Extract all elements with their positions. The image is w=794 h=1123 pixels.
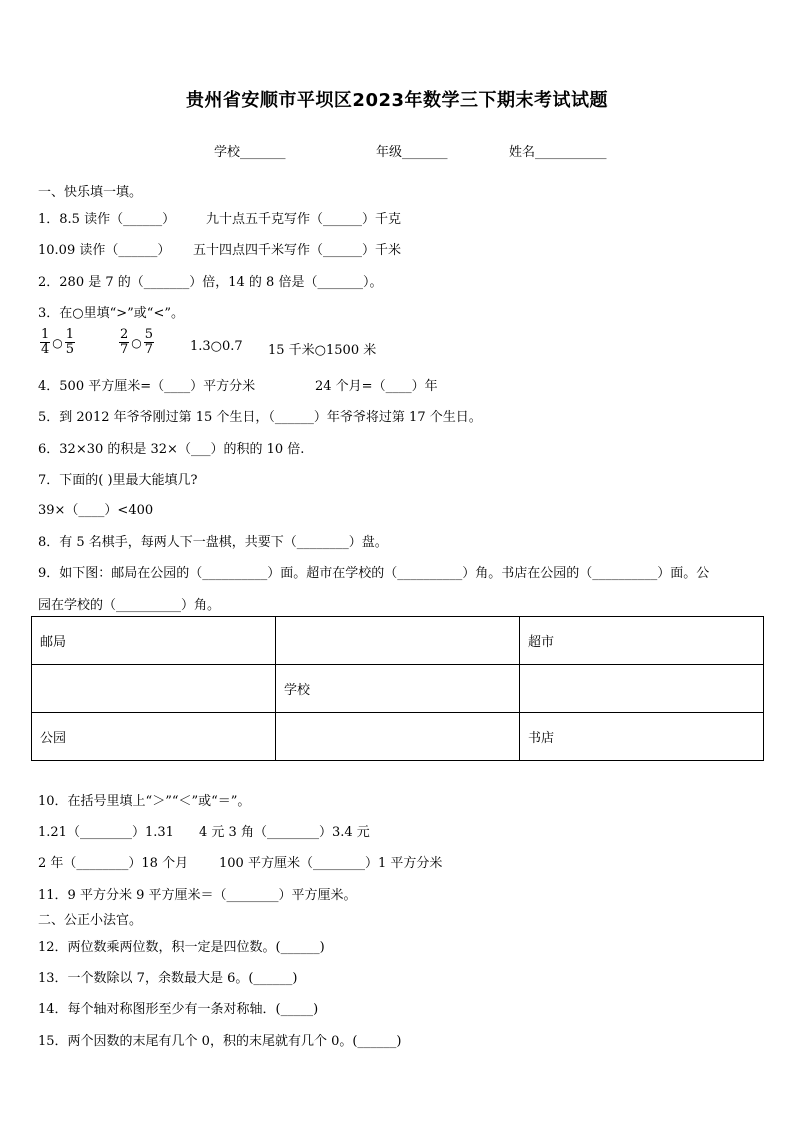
page-title: 贵州省安顺市平坝区2023年数学三下期末考试试题 [185,90,609,111]
question-15: 15．两个因数的末尾有几个 0，积的末尾就有几个 0。(______) [38,1034,402,1049]
question-2: 2．280 是 7 的（_______）倍，14 的 8 倍是（_______）。 [38,275,383,290]
question-1-part-c: 10.09 读作（______） [38,243,171,258]
table-cell: 超市 [520,617,764,665]
table-cell [32,665,276,713]
fraction [119,328,129,357]
fraction [144,328,154,357]
table-row [32,713,764,761]
question-4-part-a: 4．500 平方厘米=（____）平方分米 [38,379,256,394]
circle-icon: ○ [131,335,142,350]
denominator: 4 [41,342,50,357]
location-map-table [31,616,764,761]
denominator: 7 [144,342,154,357]
table-cell [276,713,520,761]
denominator: 7 [120,342,129,357]
question-6: 6．32×30 的积是 32×（___）的积的 10 倍. [38,442,305,457]
question-14: 14．每个轴对称图形至少有一条对称轴．(_____) [38,1002,319,1017]
table-cell: 邮局 [32,617,276,665]
question-1-part-b: 九十点五千克写作（______）千克 [206,212,402,227]
school-field: 学校_______ [214,145,286,160]
question-9-line-1: 9．如下图：邮局在公园的（__________）面。超市在学校的（__________）角。书店在公园的（__________）面。公 [38,566,710,581]
table-row [32,665,764,713]
table-cell: 公园 [32,713,276,761]
length-compare: 15 千米○1500 米 [268,343,377,358]
question-4-part-b: 24 个月=（____）年 [315,379,438,394]
fraction [65,328,75,357]
question-3: 3．在○里填“>”或“<”。 [38,306,184,321]
decimal-compare: 1.3○0.7 [190,339,243,354]
question-10: 10．在括号里填上“＞”“＜”或“＝”。 [38,794,251,809]
table-cell: 书店 [520,713,764,761]
question-8: 8．有 5 名棋手，每两人下一盘棋，共要下（________）盘。 [38,535,388,550]
fraction-compare-2 [119,328,154,357]
grade-field: 年级_______ [376,145,448,160]
name-field: 姓名___________ [509,145,607,160]
denominator: 5 [65,342,75,357]
question-10-part-a: 1.21（________）1.31 [38,825,174,840]
table-cell: 学校 [276,665,520,713]
table-cell [276,617,520,665]
circle-icon: ○ [52,335,63,350]
question-9-line-2: 园在学校的（__________）角。 [38,598,221,613]
table-cell [520,665,764,713]
question-11: 11．9 平方分米 9 平方厘米＝（________）平方厘米。 [38,888,357,903]
table-row [32,617,764,665]
question-10-part-c: 2 年（________）18 个月 [38,856,189,871]
question-13: 13．一个数除以 7，余数最大是 6。(______) [38,971,298,986]
question-10-part-d: 100 平方厘米（________）1 平方分米 [219,856,443,871]
question-5: 5．到 2012 年爷爷刚过第 15 个生日，（______）年爷爷将过第 17 个生日。 [38,410,482,425]
question-1-part-d: 五十四点四千米写作（______）千米 [193,243,402,258]
numerator: 2 [120,327,129,342]
numerator: 5 [144,327,154,342]
fraction-compare-1 [40,328,75,357]
fraction [40,328,50,357]
question-7-expression: 39×（____）<400 [38,503,154,518]
question-1-part-a: 1．8.5 读作（______） [38,212,176,227]
question-12: 12．两位数乘两位数，积一定是四位数。(______) [38,940,325,955]
section-heading-2: 二、公正小法官。 [38,913,143,928]
numerator: 1 [41,327,50,342]
section-heading-1: 一、快乐填一填。 [38,185,143,200]
question-7: 7．下面的( )里最大能填几? [38,473,198,488]
question-10-part-b: 4 元 3 角（________）3.4 元 [199,825,370,840]
numerator: 1 [65,327,75,342]
